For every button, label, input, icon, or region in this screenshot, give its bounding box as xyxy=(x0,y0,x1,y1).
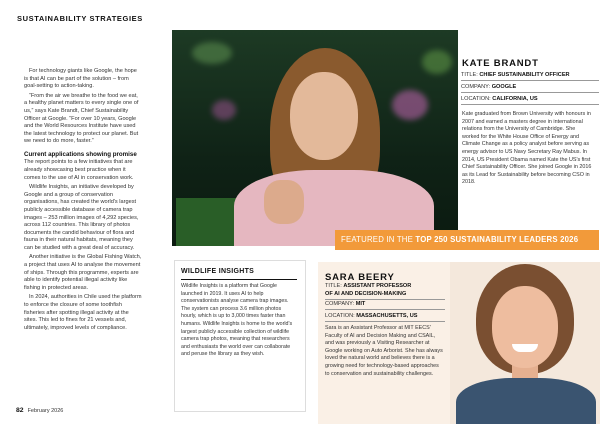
sara-company-field: COMPANY: MIT xyxy=(325,300,445,310)
kate-bio: Kate graduated from Brown University with honours in 2007 and earned a masters degree in international relations from the University of Cambridge. She worked for the White House Office of Energy and Climate Change as a policy analyst before serving as energy advisor to US Navy Secretary Ray Mabus. In 2014, US President Obama named Kate the US's first Chief Sustainability Officer. She joined Google in 2016 as its Lead for Sustainability before becoming CSO in 2018. xyxy=(462,111,592,186)
kate-location-field: LOCATION: CALIFORNIA, US xyxy=(461,95,599,105)
wildlife-insights-title: WILDLIFE INSIGHTS xyxy=(181,268,255,275)
sara-title-field: TITLE: ASSISTANT PROFESSOR OF AI AND DECISION-MAKING xyxy=(325,283,445,300)
wildlife-insights-text: Wildlife Insights is a platform that Google launched in 2019. It uses AI to help conservationists analyse camera trap images. The system can process 3.6 million photos hourly, which is up to 3,000 times faster than humans. Wildlife Insights is home to the world's largest publicly accessible collection of wildlife camera trap photos, meaning that researchers and enthusiasts the world over can collaborate and peruse the library as they wish. xyxy=(181,283,293,358)
issue-date: February 2026 xyxy=(27,408,64,414)
kate-name: KATE BRANDT xyxy=(462,58,539,69)
sara-name: SARA BEERY xyxy=(325,272,395,283)
article-paragraph: For technology giants like Google, the hope is that AI can be part of the solution – from goal-setting to action-taking. xyxy=(24,68,137,90)
kate-brandt-photo xyxy=(172,30,458,246)
sara-beery-photo xyxy=(450,262,600,424)
page-number: 82 xyxy=(16,407,24,414)
kate-company-field: COMPANY: GOOGLE xyxy=(461,83,599,93)
article-subheading: Current applications showing promise xyxy=(24,150,137,158)
article-paragraph: In 2024, authorities in Chile used the platform to enforce the closure of some toothfish fisheries after spotting illegal activity at the sites. This led to fines for 21 vessels and, ultimately, improved levels of compliance. xyxy=(24,294,142,331)
article-paragraph: Another initiative is the Global Fishing Watch, a project that uses AI to analyse the movement of ships. Through this programme, experts are able to identify potential illegal activity like fishing in protected areas. xyxy=(24,254,142,291)
article-body xyxy=(24,68,142,334)
kate-title-field: TITLE: CHIEF SUSTAINABILITY OFFICER xyxy=(461,71,599,81)
article-paragraph: Wildlife Insights, an initiative developed by Google and a group of conservation organisations, has created the world's largest publicly accessible database of camera trap images – 253 million images of 4,292 species, across 112 countries. This library of photos documents the candid behaviour of flora and fauna in their natural habitats, meaning they can be studied with a great deal of accuracy. xyxy=(24,184,139,251)
page-footer xyxy=(16,407,63,414)
sara-bio: Sara is an Assistant Professor at MIT EECS' Faculty of AI and Decision Making and CSAIL, and was previously a Visiting Researcher at Google working on Auto Arborist. She has always loved the natural world and believes there is a growing need for technology-based approaches to conservation and sustainability challenges. xyxy=(325,325,443,377)
sara-location-field: LOCATION: MASSACHUSETTS, US xyxy=(325,312,445,322)
section-title: SUSTAINABILITY STRATEGIES xyxy=(17,14,143,23)
featured-banner: FEATURED IN THE TOP 250 SUSTAINABILITY LEADERS 2026 xyxy=(335,230,599,250)
divider xyxy=(181,279,297,280)
article-paragraph: The report points to a few initiatives that are already showcasing best practice when it comes to the use of AI in conservation work. xyxy=(24,159,134,181)
article-paragraph: “From the air we breathe to the food we eat, a healthy planet matters to every single one of us,” says Kate Brandt, Chief Sustainability Officer at Google. “For over 10 years, Google and the World Resources Institute have used the latest technology to protect our planet. But we need to do more, faster.” xyxy=(24,92,139,145)
